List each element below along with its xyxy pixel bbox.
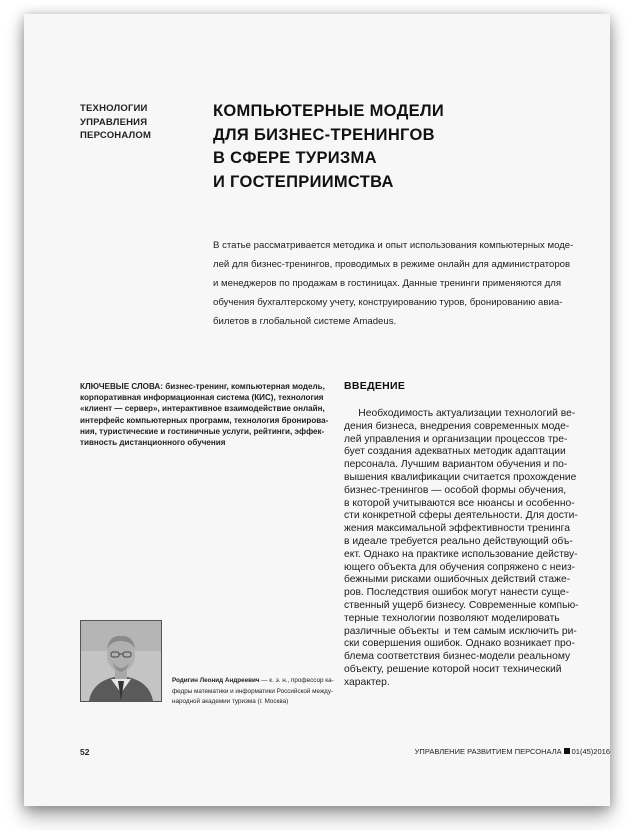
body-line: персонала. Лучшим вариантом обучения и по- xyxy=(344,459,568,471)
rubric-line: ТЕХНОЛОГИИ xyxy=(80,103,148,114)
introduction-heading: ВВЕДЕНИЕ xyxy=(344,380,406,392)
body-line: ственный ущерб бизнесу. Современные компью- xyxy=(344,599,579,611)
body-line: Необходимость актуализации технологий ве- xyxy=(344,408,576,419)
title-line: ДЛЯ БИЗНЕС-ТРЕНИНГОВ xyxy=(213,125,435,144)
keywords-line: ния, туристические и гостиничные услуги, рейтинги, эффек- xyxy=(80,426,325,436)
abstract-line: и менеджеров по продажам в гостиницах. Данные тренинги применяются для xyxy=(213,278,562,289)
body-line: дения бизнеса, внедрения современных моде- xyxy=(344,420,570,432)
rubric-line: УПРАВЛЕНИЯ xyxy=(80,116,148,128)
author-details: — к. э. н., профессор ка- xyxy=(259,677,334,684)
square-bullet-icon xyxy=(564,748,570,754)
body-line: сти конкретной сферы деятельности. Для дости- xyxy=(344,510,578,522)
keywords-line: корпоративная информационная система (КИС), технология xyxy=(80,393,324,403)
body-line: блема соответствия бизнес-модели реальному xyxy=(344,651,571,663)
title-line: И ГОСТЕПРИИМСТВА xyxy=(213,172,394,191)
body-line: бует создания адекватных методик адаптации xyxy=(344,446,566,458)
body-line: ющего объекта для обучения сопряжено с неиз- xyxy=(344,561,576,573)
section-rubric xyxy=(80,102,151,143)
body-line: в которой учитываются все нюансы и особенно- xyxy=(344,497,575,509)
title-line: В СФЕРЕ ТУРИЗМА xyxy=(213,149,377,167)
keywords-line: «клиент — сервер», интерактивное взаимодействие онлайн, xyxy=(80,404,325,414)
body-line: бежными рисками ошибочных действий стаже- xyxy=(344,574,571,586)
body-line: в идеале требуется реально действующий объ- xyxy=(344,535,573,547)
journal-name: УПРАВЛЕНИЕ РАЗВИТИЕМ ПЕРСОНАЛА xyxy=(414,747,562,756)
body-line: характер. xyxy=(344,676,390,688)
issue-number: 01(45)2016 xyxy=(571,747,610,756)
body-line: ект. Однако на практике использование действу- xyxy=(344,548,578,560)
body-line: объекту, решение которой носит технический xyxy=(344,663,562,675)
author-details: народной академии туризма (г. Москва) xyxy=(172,698,289,705)
keywords-line: тивность дистанционного обучения xyxy=(80,438,226,448)
body-line: ски совершения ошибок. Однако возникает про- xyxy=(344,638,575,650)
body-line: бизнес-тренингов — особой формы обучения, xyxy=(344,484,567,496)
author-info xyxy=(172,676,342,708)
body-line: жения максимальной эффективности тренинга xyxy=(344,523,570,535)
abstract-line: лей для бизнес-тренингов, проводимых в режиме онлайн для администраторов xyxy=(213,259,571,270)
article-title xyxy=(213,100,444,194)
rubric-line: ПЕРСОНАЛОМ xyxy=(80,130,152,141)
journal-footer xyxy=(415,747,610,756)
title-line: КОМПЬЮТЕРНЫЕ МОДЕЛИ xyxy=(213,102,444,120)
keywords-block xyxy=(80,381,330,448)
keywords-line: интерфейс компьютерных программ, технология бронирова- xyxy=(80,415,329,425)
author-portrait-image xyxy=(81,621,161,701)
page-number: 52 xyxy=(80,747,90,757)
body-line: различные объекты и тем самым исключить ри- xyxy=(344,625,577,637)
body-line: вышения квалификации считается прохождение xyxy=(344,471,577,483)
body-line: терные технологии позволяют моделировать xyxy=(344,612,560,624)
body-line: лей управления и организации процессов тре- xyxy=(344,433,568,445)
author-details: федры математики и информатики Российской между- xyxy=(172,687,334,695)
abstract-line: В статье рассматривается методика и опыт использования компьютерных моде- xyxy=(213,240,574,251)
keywords-line: КЛЮЧЕВЫЕ СЛОВА: бизнес-тренинг, компьютерная модель, xyxy=(80,382,325,391)
author-name: Родигин Леонид Андреевич xyxy=(172,677,260,684)
introduction-body xyxy=(344,408,588,690)
body-line: ров. Последствия ошибок могут нанести суще- xyxy=(344,587,570,599)
author-photo xyxy=(80,620,162,702)
article-abstract xyxy=(213,236,585,331)
abstract-line: билетов в глобальной системе Amadeus. xyxy=(213,316,397,327)
abstract-line: обучения бухгалтерскому учету, конструированию туров, бронированию авиа- xyxy=(213,297,563,308)
